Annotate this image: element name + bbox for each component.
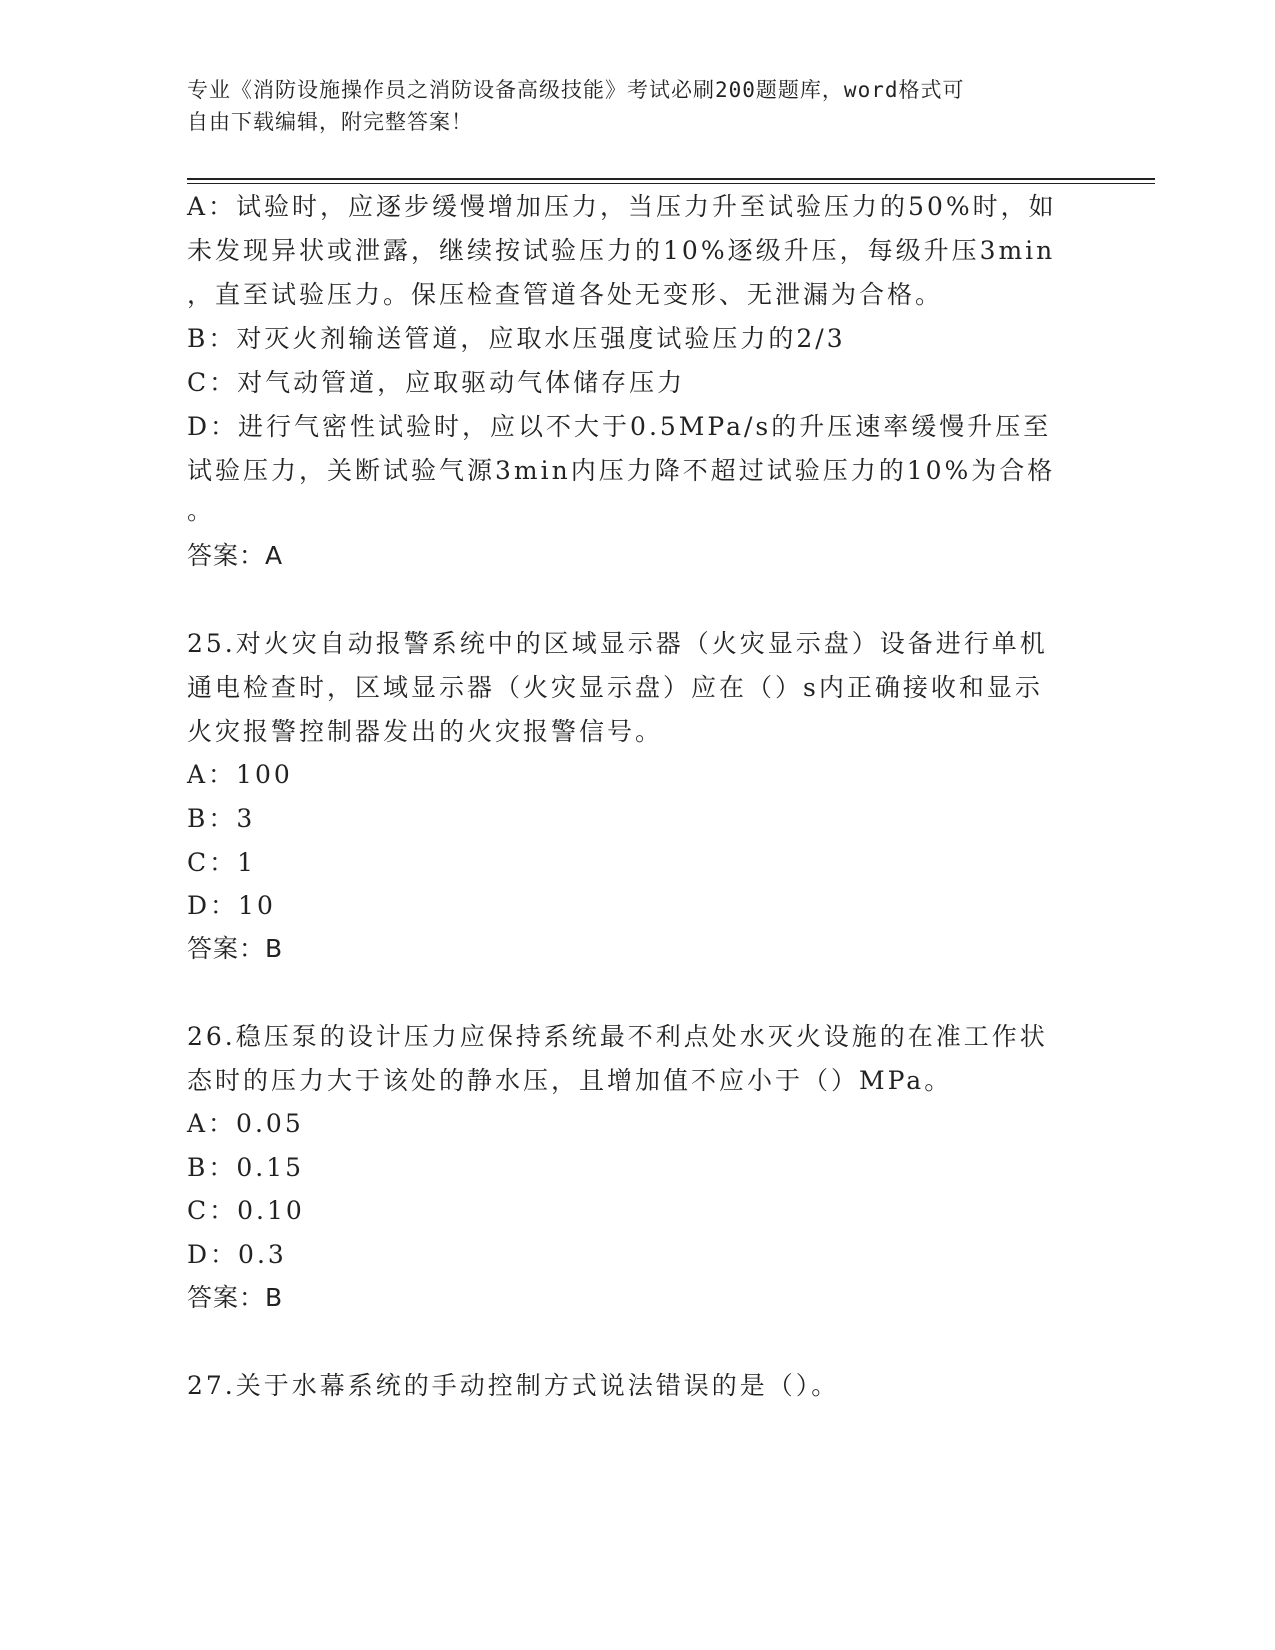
q25-option-b: B：3: [187, 804, 256, 833]
q26-answer: 答案：B: [187, 1283, 284, 1312]
q24-option-b: B：对灭火剂输送管道，应取水压强度试验压力的2/3: [187, 324, 846, 353]
q25-option-d: D：10: [187, 891, 276, 920]
document-header: [187, 74, 1087, 138]
q26-option-d: D：0.3: [187, 1240, 287, 1269]
q26-option-a: A：0.05: [187, 1109, 304, 1138]
header-line-2: 自由下载编辑，附完整答案！: [187, 110, 473, 134]
q26-stem-line-1: 26.稳压泵的设计压力应保持系统最不利点处水灭火设施的在准工作状: [187, 1022, 1048, 1051]
q24-option-c: C：对气动管道，应取驱动气体储存压力: [187, 368, 686, 397]
q25-stem-line-3: 火灾报警控制器发出的火灾报警信号。: [187, 717, 664, 746]
q24-option-d-line-2: 试验压力，关断试验气源3min内压力降不超过试验压力的10%为合格: [187, 456, 1056, 485]
q24-answer: 答案：A: [187, 541, 284, 570]
q24-option-a-line-3: ，直至试验压力。保压检查管道各处无变形、无泄漏为合格。: [187, 280, 944, 309]
q25-option-c: C：1: [187, 848, 257, 877]
q25-option-a: A：100: [187, 760, 293, 789]
header-line-1: 专业《消防设施操作员之消防设备高级技能》考试必刷200题题库，word格式可: [187, 78, 965, 102]
q27-stem-line-1: 27.关于水幕系统的手动控制方式说法错误的是（）。: [187, 1371, 840, 1400]
q24-option-d-line-3: 。: [187, 496, 216, 525]
q26-option-b: B：0.15: [187, 1153, 305, 1182]
q26-stem-line-2: 态时的压力大于该处的静水压，且增加值不应小于（）MPa。: [187, 1066, 953, 1095]
header-rule-thick: [187, 178, 1155, 180]
q24-option-a-line-2: 未发现异状或泄露，继续按试验压力的10%逐级升压，每级升压3min: [187, 236, 1056, 265]
q24-option-d-line-1: D：进行气密性试验时，应以不大于0.5MPa/s的升压速率缓慢升压至: [187, 412, 1052, 441]
header-rule-thin: [187, 183, 1155, 184]
q26-option-c: C：0.10: [187, 1196, 305, 1225]
q25-answer: 答案：B: [187, 934, 284, 963]
q24-option-a-line-1: A：试验时，应逐步缓慢增加压力，当压力升至试验压力的50%时，如: [187, 192, 1057, 221]
q25-stem-line-2: 通电检查时，区域显示器（火灾显示盘）应在（）s内正确接收和显示: [187, 673, 1043, 702]
q25-stem-line-1: 25.对火灾自动报警系统中的区域显示器（火灾显示盘）设备进行单机: [187, 629, 1048, 658]
